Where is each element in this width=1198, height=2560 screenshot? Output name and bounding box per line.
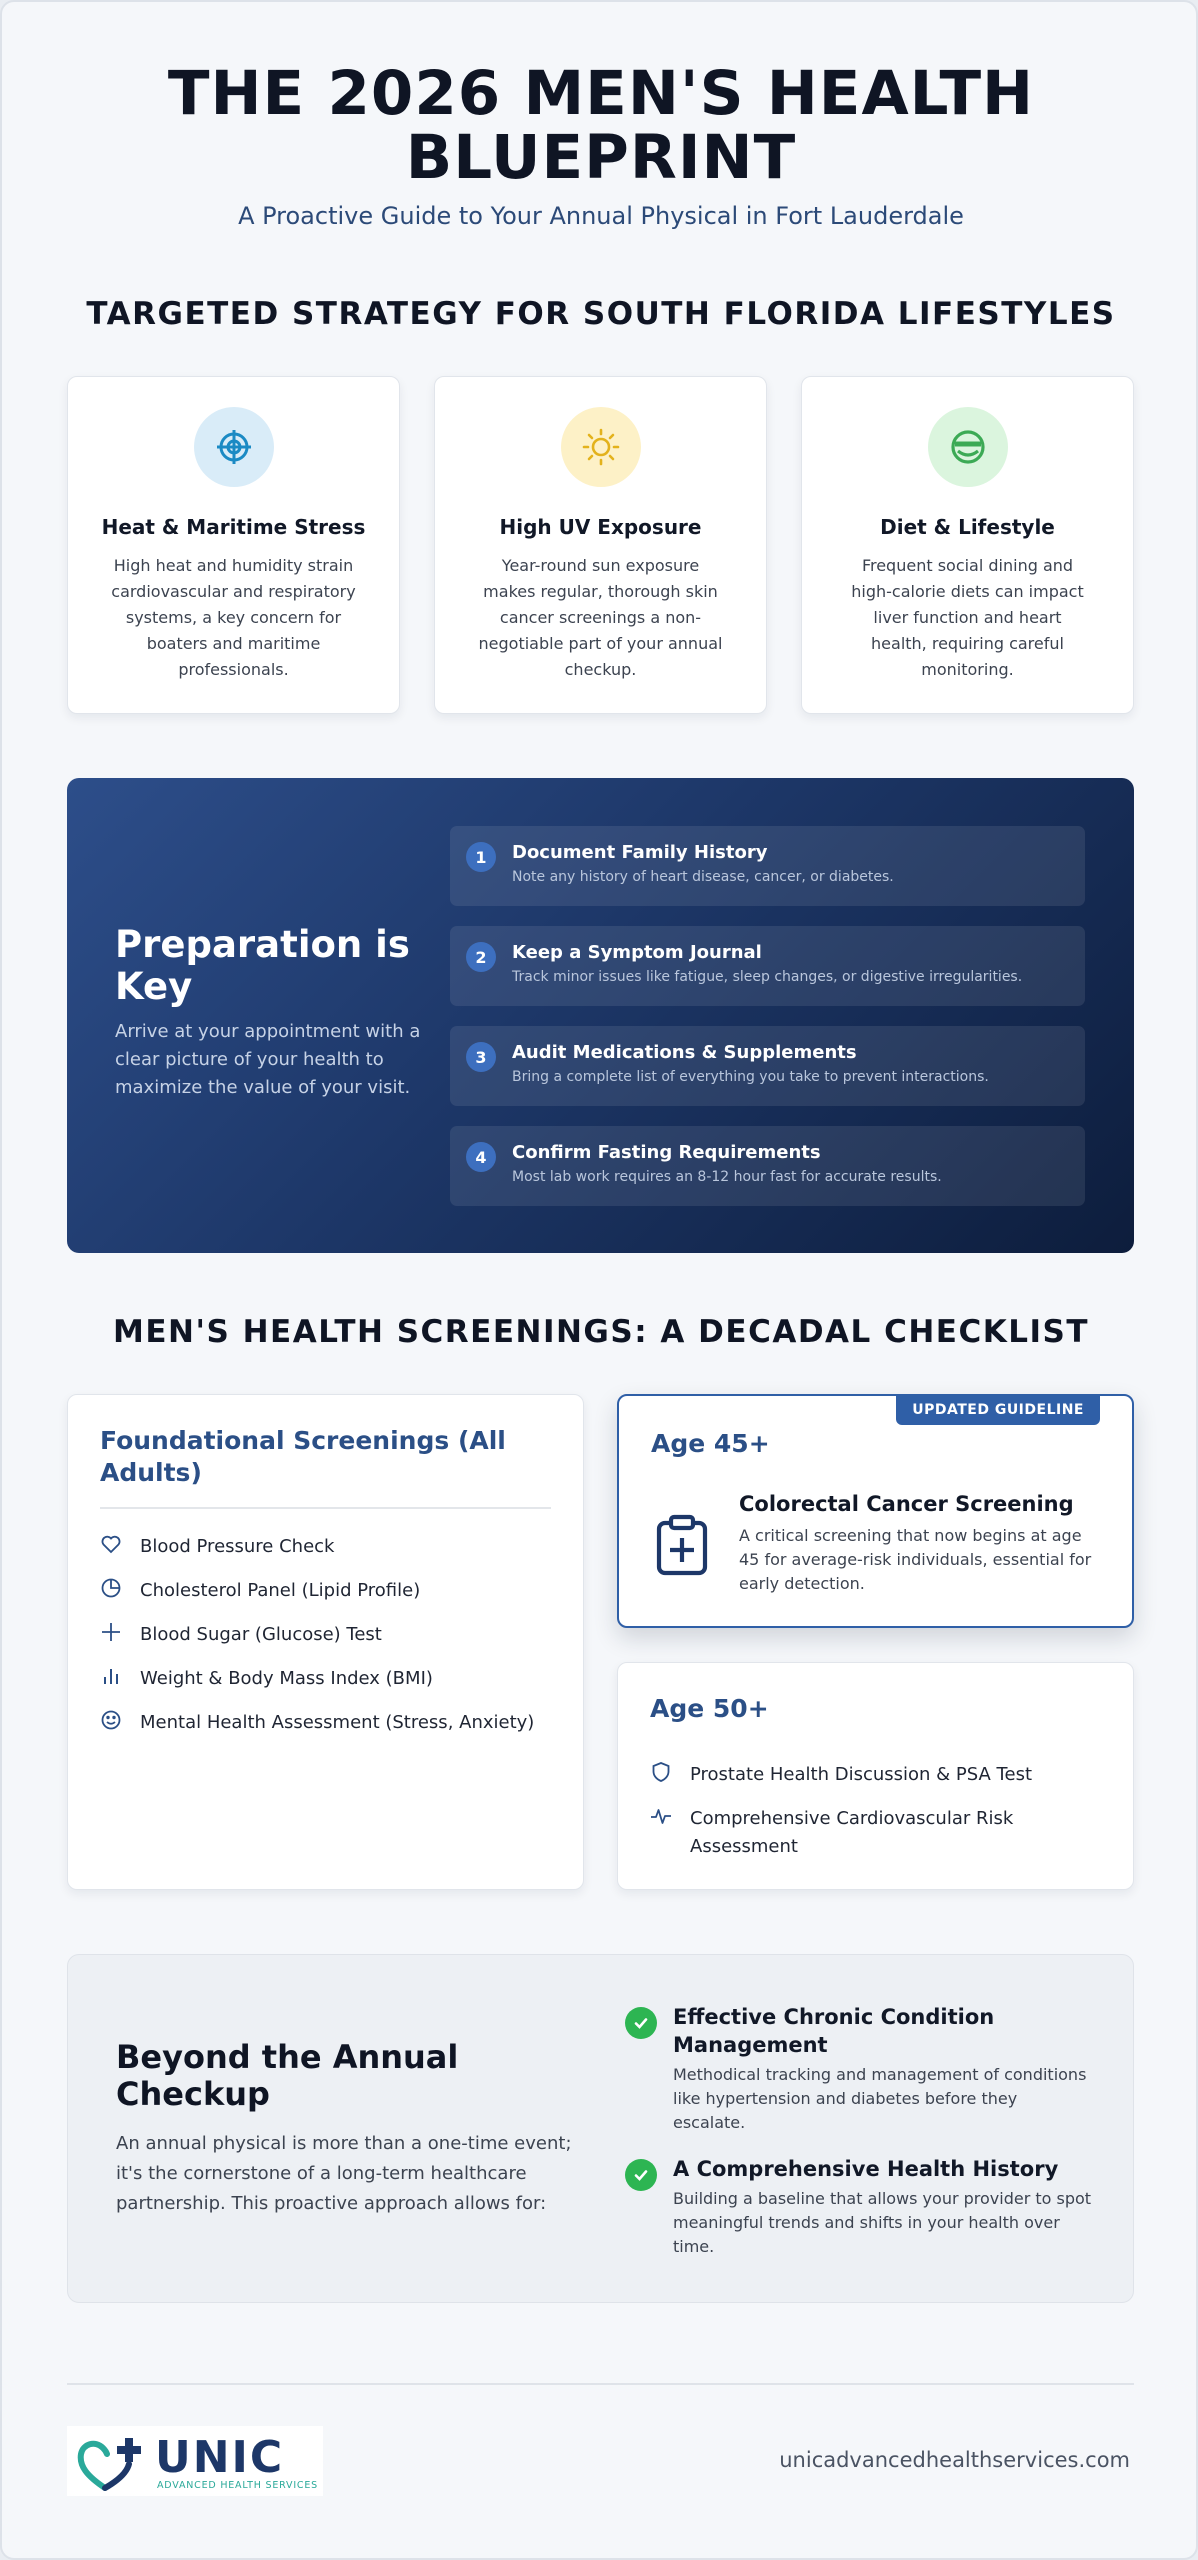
card-description: Year-round sun exposure makes regular, thorough skin cancer screenings a non-negotiable part of your annual checkup.	[478, 556, 723, 679]
step-description: Note any history of heart disease, cancer, or diabetes.	[512, 869, 894, 885]
preparation-description: Arrive at your appointment with a clear picture of your health to maximize the value of your visit.	[115, 1021, 421, 1098]
step-number: 2	[466, 942, 496, 972]
preparation-panel	[67, 778, 1134, 1253]
list-item	[100, 1661, 563, 1691]
list-item-label: Blood Pressure Check	[140, 1536, 335, 1557]
website-url: unicadvancedhealthservices.com	[779, 2448, 1130, 2472]
list-item	[100, 1617, 563, 1647]
step-title: Keep a Symptom Journal	[512, 942, 762, 963]
card-title: High UV Exposure	[499, 515, 702, 539]
updated-guideline-badge: UPDATED GUIDELINE	[896, 1395, 1100, 1425]
list-item	[100, 1705, 563, 1735]
benefit-description: Building a baseline that allows your provider to spot meaningful trends and shifts in your health over time.	[673, 2189, 1092, 2256]
preparation-title: Preparation is Key	[115, 923, 410, 1008]
age-45-card	[617, 1394, 1134, 1628]
list-item	[650, 1801, 1113, 1861]
benefit-title: A Comprehensive Health History	[673, 2157, 1059, 2181]
list-item-label: Mental Health Assessment (Stress, Anxiety)	[140, 1712, 535, 1733]
pie-chart-icon	[100, 1577, 122, 1599]
step-title: Audit Medications & Supplements	[512, 1042, 857, 1063]
footer-divider	[67, 2383, 1134, 2385]
page-title	[2, 58, 1198, 193]
divider	[100, 1507, 551, 1509]
step-description: Track minor issues like fatigue, sleep changes, or digestive irregularities.	[512, 969, 1023, 985]
logo-wordmark: UNIC	[155, 2432, 285, 2483]
heart-icon	[100, 1533, 122, 1555]
benefit-title: Effective Chronic Condition Management	[673, 2005, 995, 2057]
screenings-heading: MEN'S HEALTH SCREENINGS: A DECADAL CHECKLIST	[113, 1314, 1089, 1350]
list-item-label: Cholesterol Panel (Lipid Profile)	[140, 1580, 421, 1601]
check-circle-icon	[625, 2159, 657, 2191]
step-description: Most lab work requires an 8-12 hour fast for accurate results.	[512, 1169, 942, 1185]
list-item	[100, 1573, 563, 1603]
list-item-label: Weight & Body Mass Index (BMI)	[140, 1668, 433, 1689]
benefit-description: Methodical tracking and management of conditions like hypertension and diabetes before they escalate.	[673, 2065, 1087, 2132]
age-50-card	[617, 1662, 1134, 1890]
list-item-label: Prostate Health Discussion & PSA Test	[690, 1764, 1032, 1785]
unic-logo	[67, 2426, 323, 2496]
step-number: 3	[466, 1042, 496, 1072]
prep-step	[450, 1026, 1085, 1106]
step-title: Confirm Fasting Requirements	[512, 1142, 821, 1163]
strategy-heading: TARGETED STRATEGY FOR SOUTH FLORIDA LIFESTYLES	[86, 296, 1116, 332]
strategy-card-heat	[67, 376, 400, 714]
colorectal-screening-title: Colorectal Cancer Screening	[739, 1492, 1074, 1516]
list-item	[100, 1529, 563, 1559]
logo-tagline: ADVANCED HEALTH SERVICES	[157, 2480, 318, 2491]
food-icon	[928, 407, 1008, 487]
prep-step	[450, 926, 1085, 1006]
age-50-title: Age 50+	[650, 1694, 769, 1723]
beyond-title: Beyond the Annual Checkup	[116, 2038, 459, 2113]
card-title: Diet & Lifestyle	[880, 515, 1055, 539]
strategy-card-uv	[434, 376, 767, 714]
bar-chart-icon	[100, 1665, 122, 1687]
strategy-card-diet	[801, 376, 1134, 714]
smile-icon	[100, 1709, 122, 1731]
plus-icon	[100, 1621, 122, 1643]
page-subtitle: A Proactive Guide to Your Annual Physical in Fort Lauderdale	[238, 202, 964, 230]
step-description: Bring a complete list of everything you take to prevent interactions.	[512, 1069, 989, 1085]
page-title-line-1: THE 2026 MEN'S HEALTH	[167, 58, 1035, 129]
step-number: 1	[466, 842, 496, 872]
page-title-line-2: BLUEPRINT	[405, 122, 797, 193]
shield-icon	[650, 1761, 672, 1783]
pulse-icon	[650, 1805, 672, 1827]
card-description: High heat and humidity strain cardiovascular and respiratory systems, a key concern for boaters and maritime professionals.	[111, 556, 356, 679]
sun-icon	[561, 407, 641, 487]
colorectal-screening-description: A critical screening that now begins at age 45 for average-risk individuals, essential for early detection.	[739, 1526, 1092, 1593]
list-item-label: Blood Sugar (Glucose) Test	[140, 1624, 382, 1645]
step-number: 4	[466, 1142, 496, 1172]
list-item	[650, 1757, 1113, 1787]
foundational-title: Foundational Screenings (All Adults)	[100, 1426, 506, 1487]
lifebuoy-icon	[194, 407, 274, 487]
age-45-title: Age 45+	[651, 1429, 770, 1458]
beyond-description: An annual physical is more than a one-time event; it's the cornerstone of a long-term healthcare partnership. This proactive approach allows for:	[116, 2133, 572, 2214]
list-item-label: Comprehensive Cardiovascular Risk Assessment	[690, 1808, 1014, 1857]
foundational-screenings-card	[67, 1394, 584, 1890]
step-title: Document Family History	[512, 842, 768, 863]
card-description: Frequent social dining and high-calorie diets can impact liver function and heart health, requiring careful monitoring.	[851, 556, 1084, 679]
clipboard-plus-icon	[655, 1514, 709, 1576]
prep-step	[450, 1126, 1085, 1206]
prep-step	[450, 826, 1085, 906]
card-title: Heat & Maritime Stress	[101, 515, 366, 539]
check-circle-icon	[625, 2007, 657, 2039]
heart-cross-logo-icon	[75, 2432, 155, 2492]
beyond-checkup-panel	[67, 1954, 1134, 2303]
